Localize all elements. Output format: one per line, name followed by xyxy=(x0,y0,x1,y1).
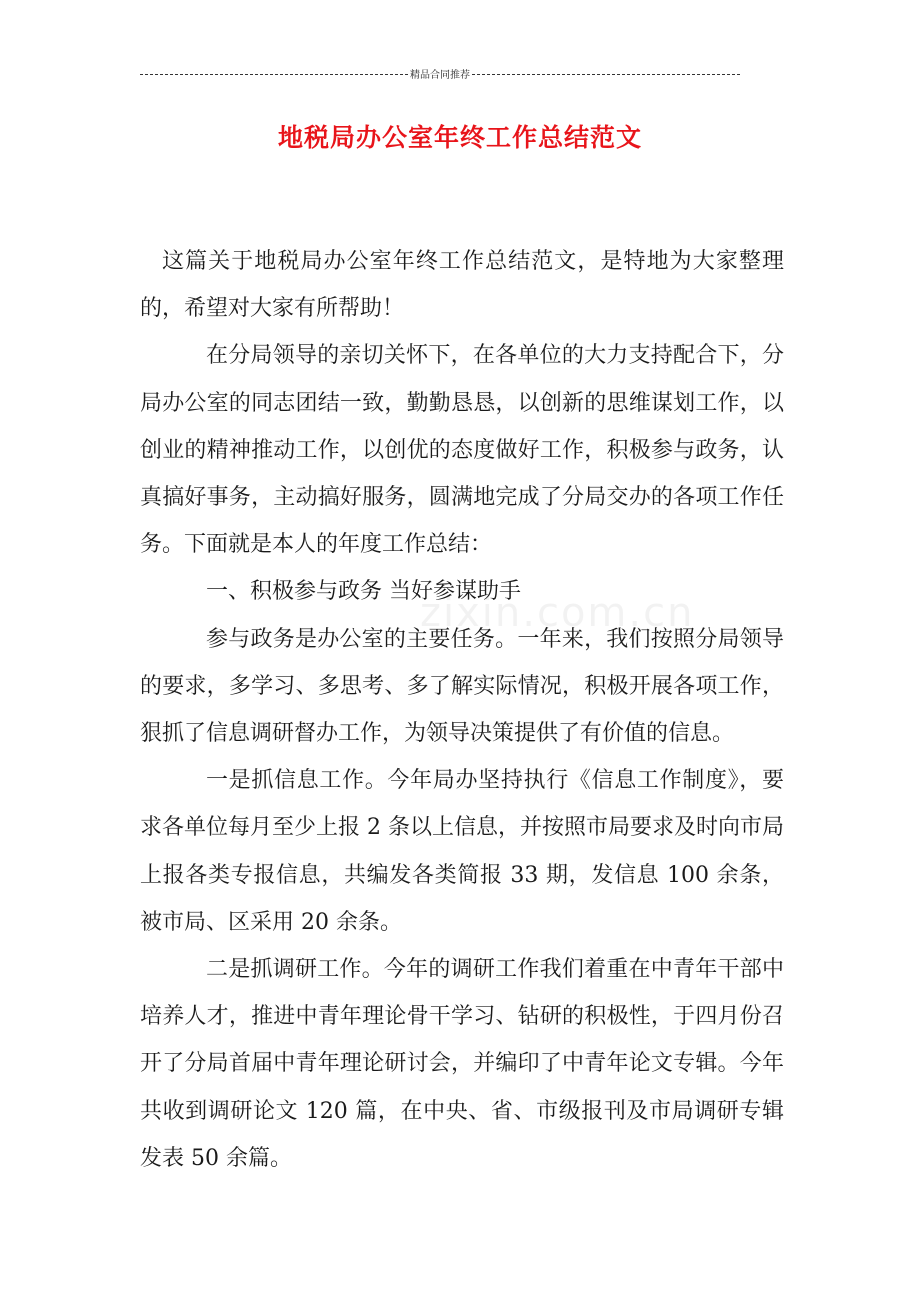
header-dash-right xyxy=(472,74,740,75)
paragraph-intro: 这篇关于地税局办公室年终工作总结范文，是特地为大家整理的，希望对大家有所帮助！ xyxy=(140,249,784,322)
paragraph-research: 二是抓调研工作。今年的调研工作我们着重在中青年干部中培养人才，推进中青年理论骨干学习、钻研的积极性，于四月份召开了分局首届中青年理论研讨会，并编印了中青年论文专辑。今年共收到调研论文 120 篇，在中央、省、市级报刊及市局调研专辑发表 50 余篇。 xyxy=(140,957,784,1171)
paragraph-overview: 在分局领导的亲切关怀下，在各单位的大力支持配合下，分局办公室的同志团结一致，勤勤恳恳，以创新的思维谋划工作，以创业的精神推动工作，以创优的态度做好工作，积极参与政务，认真搞好事务，主动搞好服务，圆满地完成了分局交办的各项工作任务。下面就是本人的年度工作总结： xyxy=(140,343,784,558)
document-body xyxy=(140,238,784,1182)
document-title: 地税局办公室年终工作总结范文 xyxy=(277,123,642,152)
paragraph-information: 一是抓信息工作。今年局办坚持执行《信息工作制度》，要求各单位每月至少上报 2 条以上信息，并按照市局要求及时向市局上报各类专报信息，共编发各类简报 33 期，发信息 100 余条，被市局、区采用 20 余条。 xyxy=(140,768,784,935)
section-heading-1: 一、积极参与政务 当好参谋助手 xyxy=(206,579,521,605)
header-label: 精品合同推荐 xyxy=(410,70,470,81)
watermark-text: zixin.com.cn xyxy=(420,590,695,636)
header-dash-left xyxy=(140,74,408,75)
page-header xyxy=(140,66,740,81)
paragraph-politics: 参与政务是办公室的主要任务。一年来，我们按照分局领导的要求，多学习、多思考、多了解实际情况，积极开展各项工作，狠抓了信息调研督办工作，为领导决策提供了有价值的信息。 xyxy=(140,626,784,747)
